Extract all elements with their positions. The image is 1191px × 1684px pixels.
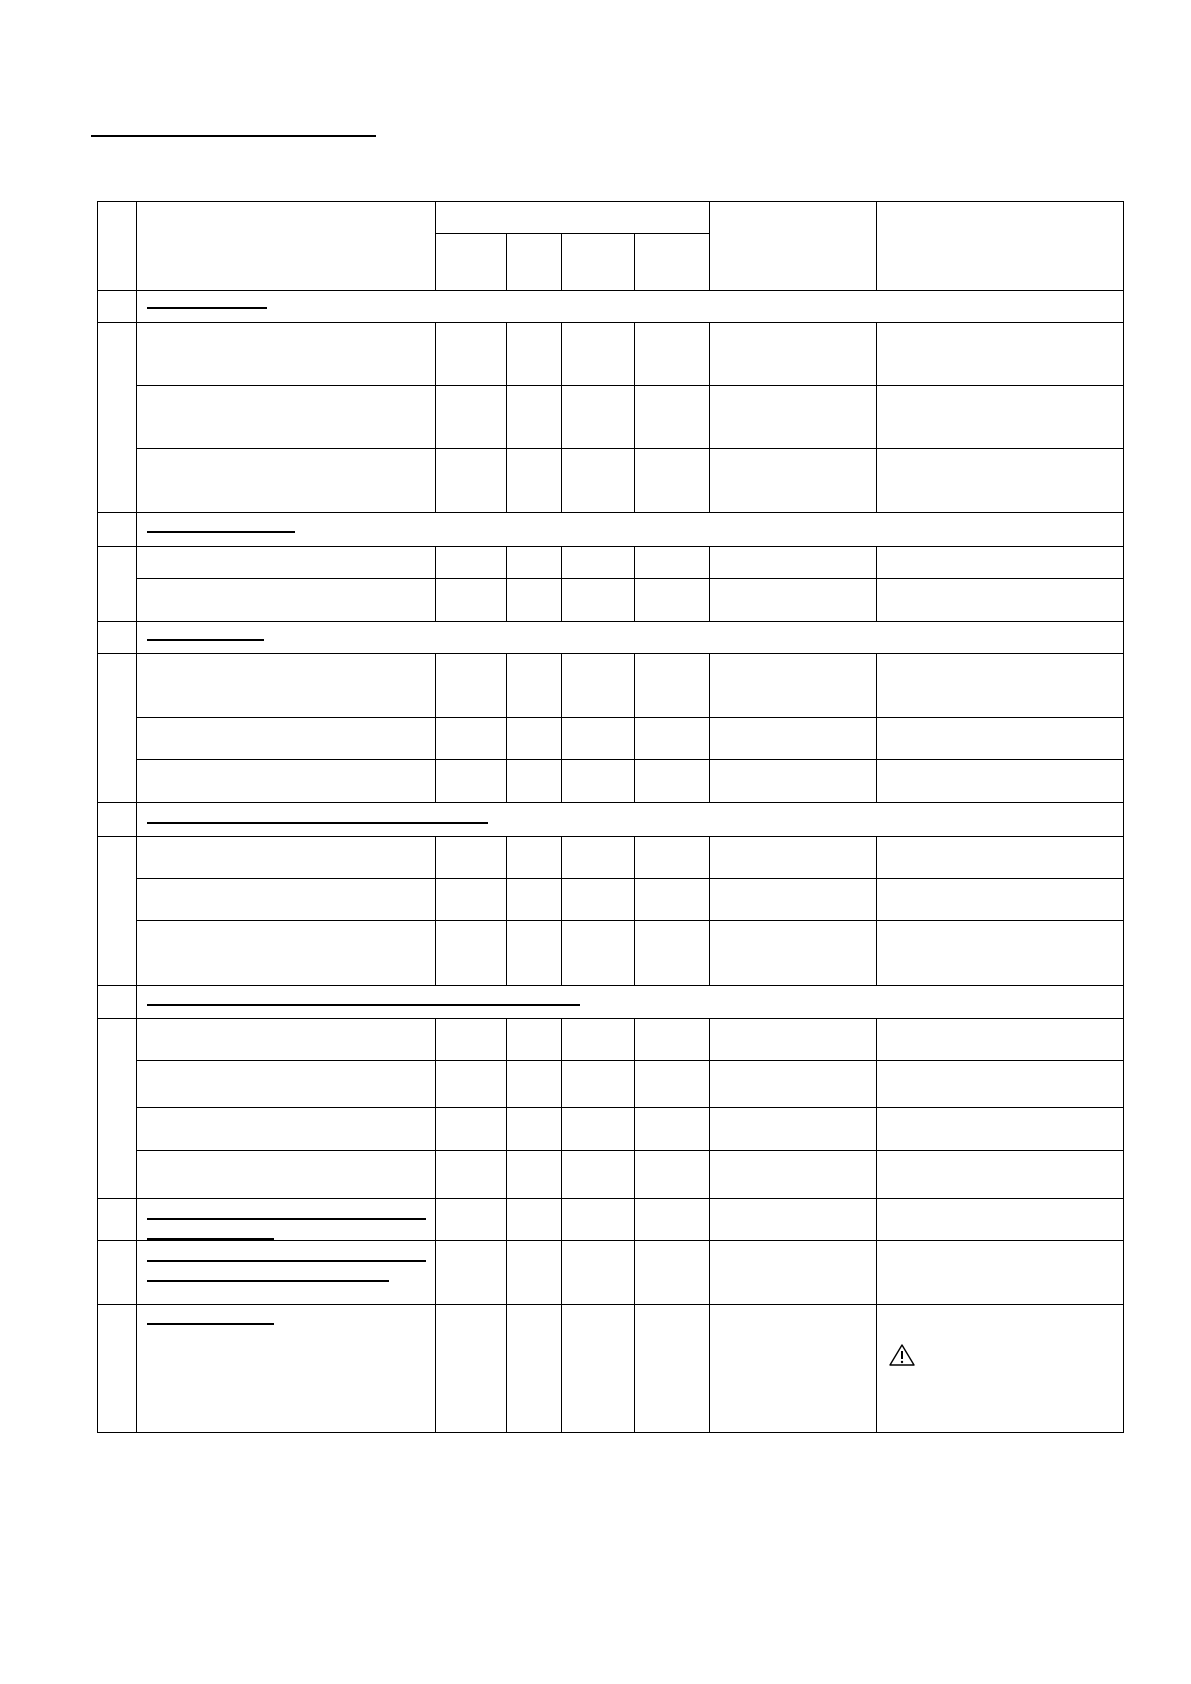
section-heading-row	[98, 513, 1124, 547]
item-underline	[147, 1260, 426, 1262]
section-heading	[137, 803, 1124, 837]
single-row-item	[137, 1241, 436, 1305]
header-sub-1	[436, 234, 507, 291]
heading-underline	[147, 531, 295, 533]
table-row	[98, 1019, 1124, 1061]
header-group	[436, 202, 710, 234]
single-row-item	[137, 1199, 436, 1241]
section-heading-row	[98, 803, 1124, 837]
section-heading	[137, 291, 1124, 323]
single-row	[98, 1305, 1124, 1433]
table-row	[98, 1151, 1124, 1199]
table-row	[98, 837, 1124, 879]
heading-underline	[147, 822, 488, 824]
item-underline	[147, 1323, 274, 1325]
heading-underline	[147, 639, 264, 641]
section-heading-row	[98, 291, 1124, 323]
header-sub-2	[507, 234, 562, 291]
heading-underline	[147, 307, 267, 309]
table-row	[98, 386, 1124, 449]
table-row	[98, 449, 1124, 513]
header-item	[137, 202, 436, 291]
form-table	[97, 201, 1124, 1433]
item-underline	[147, 1218, 426, 1220]
note-cell	[877, 1305, 1124, 1433]
document-title-underline	[91, 135, 376, 137]
single-row	[98, 1199, 1124, 1241]
header-no	[98, 202, 137, 291]
table-row	[98, 879, 1124, 921]
table-row	[98, 579, 1124, 622]
section-heading	[137, 986, 1124, 1019]
header-row-1	[98, 202, 1124, 234]
heading-underline	[147, 1004, 580, 1006]
section-heading	[137, 622, 1124, 654]
section-heading-row	[98, 622, 1124, 654]
single-row	[98, 1241, 1124, 1305]
table-row	[98, 547, 1124, 579]
item-underline	[147, 1280, 389, 1282]
table-row	[98, 760, 1124, 803]
section-heading-row	[98, 986, 1124, 1019]
header-col-a	[710, 202, 877, 291]
table-row	[98, 1061, 1124, 1108]
single-row-item	[137, 1305, 436, 1433]
warning-triangle-icon	[888, 1343, 916, 1367]
table-row	[98, 323, 1124, 386]
header-sub-4	[635, 234, 710, 291]
table-row	[98, 654, 1124, 718]
table-row	[98, 1108, 1124, 1151]
header-sub-3	[562, 234, 635, 291]
table-row	[98, 921, 1124, 986]
table-row	[98, 718, 1124, 760]
section-heading	[137, 513, 1124, 547]
header-col-b	[877, 202, 1124, 291]
